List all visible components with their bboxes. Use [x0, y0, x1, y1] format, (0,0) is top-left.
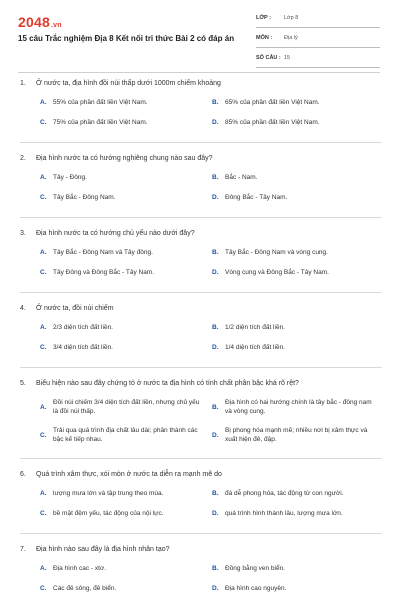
option-text: 75% của phần đất liền Việt Nam. — [53, 119, 148, 126]
option-row — [20, 584, 382, 600]
option-d[interactable] — [212, 118, 372, 127]
question-text: Biểu hiện nào sau đây chứng tỏ ở nước ta địa hình có tính chất phân bậc khá rõ rệt? — [36, 380, 299, 387]
option-d[interactable] — [212, 509, 372, 518]
option-row — [20, 323, 382, 343]
option-text: 55% của phần đất liền Việt Nam. — [53, 99, 148, 106]
option-a[interactable] — [40, 173, 200, 182]
option-text: Bị phong hóa mạnh mẽ; nhiều nơi bị xâm thực và xuất hiện đê, đập. — [225, 427, 368, 443]
option-row — [20, 564, 382, 584]
option-b[interactable] — [212, 323, 372, 332]
options — [20, 398, 382, 454]
question-stem — [20, 78, 382, 89]
option-a[interactable] — [40, 98, 200, 107]
option-text: 65% của phần đất liền Việt Nam. — [225, 99, 320, 106]
option-b[interactable] — [212, 98, 372, 107]
option-text: 85% của phần đất liền Việt Nam. — [225, 119, 320, 126]
question-number: 1. — [20, 80, 26, 87]
question-stem — [20, 228, 382, 239]
question-5 — [20, 378, 382, 459]
option-text: 1/4 diện tích đất liền. — [225, 344, 285, 351]
question-text: Địa hình nước ta có hướng chủ yếu nào dưới đây? — [36, 230, 195, 237]
option-text: Tây Đông và Đông Bắc - Tây Nam. — [53, 269, 155, 276]
option-key: D. — [212, 344, 219, 351]
info-box — [256, 12, 380, 72]
option-key: D. — [212, 510, 219, 517]
option-text: Vòng cung và Đông Bắc - Tây Nam. — [225, 269, 329, 276]
option-key: C. — [40, 194, 47, 201]
option-text: 2/3 diện tích đất liền. — [53, 324, 113, 331]
option-b[interactable] — [212, 248, 372, 257]
option-key: A. — [40, 324, 47, 331]
info-label: LỚP : — [256, 15, 271, 21]
page-title: 15 câu Trắc nghiệm Địa 8 Kết nối tri thức Bài 2 có đáp án — [18, 34, 235, 43]
question-stem — [20, 303, 382, 314]
option-text: Bắc - Nam. — [225, 174, 258, 181]
option-key: A. — [40, 565, 47, 572]
option-row — [20, 426, 382, 454]
option-key: C. — [40, 269, 47, 276]
option-text: Địa hình cac - xtơ. — [53, 565, 107, 572]
option-c[interactable] — [40, 584, 200, 593]
option-key: D. — [212, 585, 219, 592]
question-1 — [20, 78, 382, 143]
option-text: Trải qua quá trình địa chất lâu dài; phân thành các bậc kế tiếp nhau. — [53, 427, 198, 443]
option-key: D. — [212, 194, 219, 201]
option-key: D. — [212, 432, 219, 439]
info-row-subject — [256, 32, 380, 48]
option-text: Đồng bằng ven biển. — [225, 565, 285, 572]
info-label: MÔN : — [256, 35, 273, 41]
option-text: Địa hình cao nguyên. — [225, 585, 287, 592]
header-divider — [18, 72, 380, 73]
question-list — [0, 78, 400, 600]
question-divider — [20, 533, 382, 534]
option-key: C. — [40, 510, 47, 517]
option-text: 1/2 diện tích đất liền. — [225, 324, 285, 331]
option-key: A. — [40, 174, 47, 181]
option-a[interactable] — [40, 248, 200, 257]
question-divider — [20, 292, 382, 293]
option-key: B. — [212, 249, 219, 256]
options — [20, 323, 382, 363]
option-text: bề mặt đệm yếu, tác động của nội lực. — [53, 510, 164, 517]
option-row — [20, 489, 382, 509]
option-a[interactable] — [40, 489, 200, 498]
option-c[interactable] — [40, 343, 200, 352]
options — [20, 489, 382, 529]
question-number: 2. — [20, 155, 26, 162]
question-text: Địa hình nước ta có hướng nghiêng chung nào sau đây? — [36, 155, 213, 162]
option-text: Tây - Đông. — [53, 174, 87, 181]
option-a[interactable] — [40, 564, 200, 573]
option-row — [20, 343, 382, 363]
option-c[interactable] — [40, 268, 200, 277]
option-d[interactable] — [212, 584, 372, 593]
option-c[interactable] — [40, 426, 200, 444]
option-row — [20, 509, 382, 529]
question-number: 3. — [20, 230, 26, 237]
option-text: Tây Bắc - Đông Nam và vòng cung. — [225, 249, 328, 256]
option-b[interactable] — [212, 173, 372, 182]
question-number: 6. — [20, 471, 26, 478]
info-label: SỐ CÂU : — [256, 55, 281, 61]
question-text: Ở nước ta, đồi núi chiếm — [36, 305, 114, 312]
option-b[interactable] — [212, 489, 372, 498]
options — [20, 173, 382, 213]
question-7 — [20, 544, 382, 600]
question-text: Địa hình nào sau đây là địa hình nhân tạo? — [36, 546, 170, 553]
option-b[interactable] — [212, 398, 372, 416]
option-row — [20, 173, 382, 193]
options — [20, 248, 382, 288]
question-divider — [20, 367, 382, 368]
option-key: C. — [40, 432, 47, 439]
question-6 — [20, 469, 382, 534]
info-row-class — [256, 12, 380, 28]
question-stem — [20, 378, 382, 389]
option-d[interactable] — [212, 193, 372, 202]
info-value: Địa lý — [284, 35, 298, 41]
option-text: lượng mưa lớn và tập trung theo mùa. — [53, 490, 164, 497]
question-stem — [20, 469, 382, 480]
option-key: A. — [40, 490, 47, 497]
option-text: đá dễ phong hóa, tác động từ con người. — [225, 490, 344, 497]
site-logo[interactable] — [18, 14, 62, 30]
option-row — [20, 398, 382, 426]
option-key: B. — [212, 490, 219, 497]
option-key: C. — [40, 344, 47, 351]
option-text: quá trình hình thành lâu, lượng mưa lớn. — [225, 510, 343, 517]
option-a[interactable] — [40, 323, 200, 332]
question-number: 7. — [20, 546, 26, 553]
option-c[interactable] — [40, 509, 200, 518]
option-text: Đông Bắc - Tây Nam. — [225, 194, 288, 201]
option-text: Địa hình có hai hướng chính là tây bắc - đông nam và vòng cung. — [225, 399, 372, 415]
option-d[interactable] — [212, 426, 372, 444]
option-row — [20, 98, 382, 118]
question-4 — [20, 303, 382, 368]
option-row — [20, 248, 382, 268]
option-key: D. — [212, 119, 219, 126]
option-key: B. — [212, 99, 219, 106]
options — [20, 98, 382, 138]
question-number: 4. — [20, 305, 26, 312]
question-3 — [20, 228, 382, 293]
logo-suffix: .vn — [50, 22, 62, 29]
option-key: B. — [212, 324, 219, 331]
option-d[interactable] — [212, 268, 372, 277]
info-value: Lớp 8 — [284, 15, 299, 21]
option-key: A. — [40, 249, 47, 256]
option-a[interactable] — [40, 398, 200, 416]
option-text: Tây Bắc - Đông Nam. — [53, 194, 116, 201]
option-key: C. — [40, 119, 47, 126]
logo-main: 2048 — [18, 14, 50, 30]
question-number: 5. — [20, 380, 26, 387]
option-key: B. — [212, 404, 219, 411]
option-row — [20, 193, 382, 213]
option-key: C. — [40, 585, 47, 592]
question-stem — [20, 153, 382, 164]
header — [0, 0, 400, 70]
question-divider — [20, 217, 382, 218]
option-text: Các đê sông, đê biển. — [53, 585, 117, 592]
option-key: D. — [212, 269, 219, 276]
option-c[interactable] — [40, 118, 200, 127]
question-divider — [20, 458, 382, 459]
option-text: Đồi núi chiếm 3/4 diện tích đất liền, nhưng chủ yếu là đồi núi thấp. — [53, 399, 200, 415]
option-key: B. — [212, 174, 219, 181]
option-row — [20, 118, 382, 138]
options — [20, 564, 382, 600]
info-row-count — [256, 52, 380, 68]
option-key: B. — [212, 565, 219, 572]
option-row — [20, 268, 382, 288]
option-key: A. — [40, 99, 47, 106]
question-stem — [20, 544, 382, 555]
option-key: A. — [40, 404, 47, 411]
option-text: Tây Bắc - Đông Nam và Tây đông. — [53, 249, 153, 256]
option-c[interactable] — [40, 193, 200, 202]
question-text: Ở nước ta, địa hình đồi núi thấp dưới 1000m chiếm khoảng — [36, 80, 221, 87]
info-value: 15 — [284, 55, 291, 61]
question-divider — [20, 142, 382, 143]
question-2 — [20, 153, 382, 218]
option-b[interactable] — [212, 564, 372, 573]
question-text: Quá trình xâm thực, xói mòn ở nước ta diễn ra mạnh mẽ do — [36, 471, 222, 478]
option-text: 3/4 diện tích đất liền. — [53, 344, 113, 351]
option-d[interactable] — [212, 343, 372, 352]
